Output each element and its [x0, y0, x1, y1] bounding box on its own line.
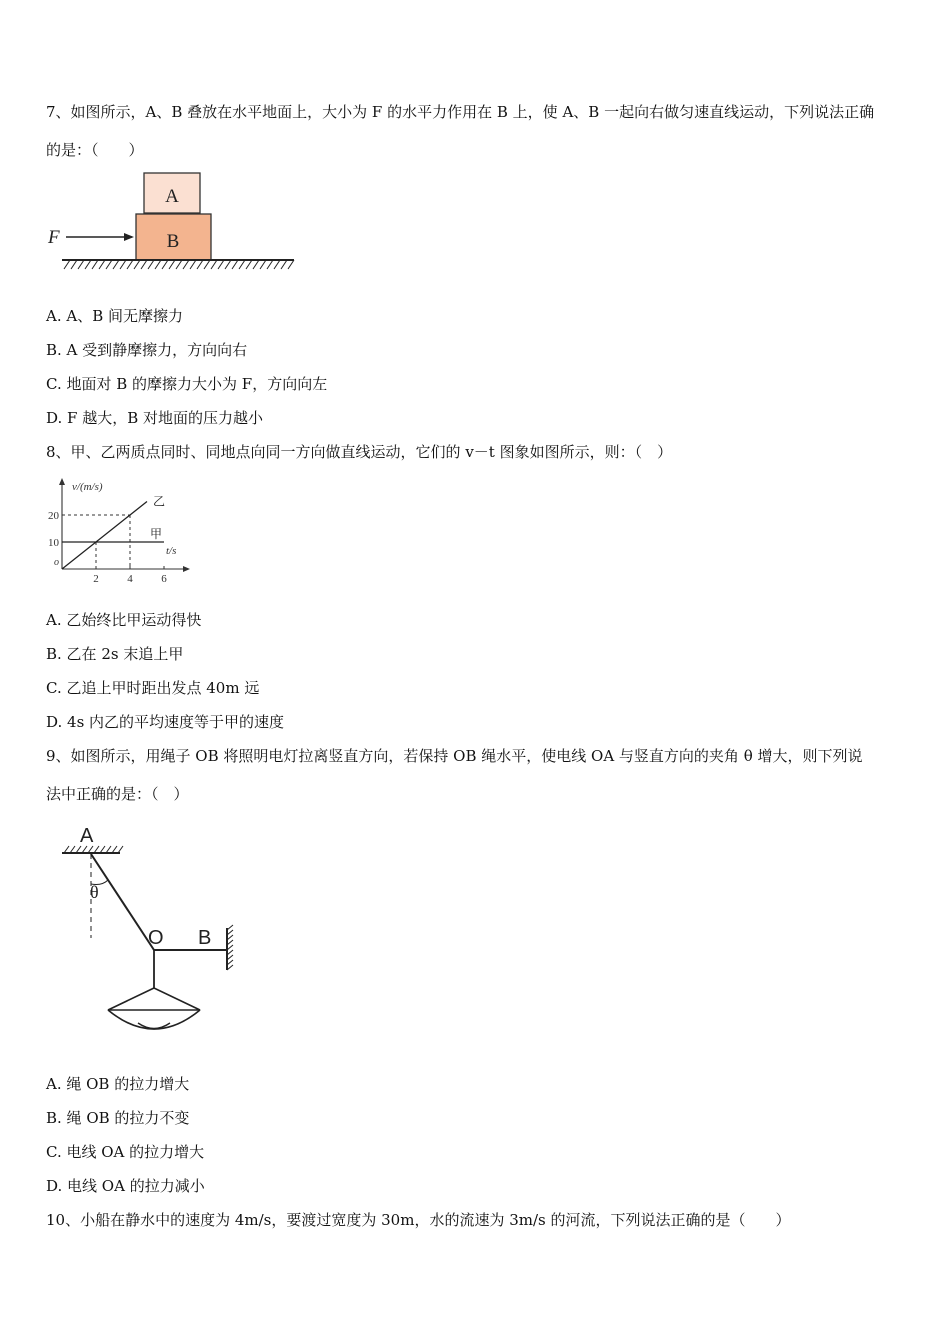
block-b-label: B — [166, 231, 180, 252]
hatch-mark — [112, 846, 117, 853]
hatch-mark — [169, 260, 175, 269]
hatch-mark — [141, 260, 147, 269]
q7-stem-line2: 的是：（ ） — [46, 141, 144, 159]
hatch-mark — [148, 260, 154, 269]
x-tick-label: 4 — [127, 573, 133, 584]
point-o-label: O — [148, 927, 164, 949]
q7-option-d[interactable]: D. F 越大，B 对地面的压力越小 — [46, 409, 263, 427]
q7-stem-line1: 7、如图所示，A、B 叠放在水平地面上，大小为 F 的水平力作用在 B 上，使 A、B 一起向右做匀速直线运动，下列说法正确 — [46, 103, 875, 121]
y-axis-arrow — [59, 478, 65, 485]
hatch-mark — [274, 260, 280, 269]
q9-stem-line2: 法中正确的是：（ ） — [46, 785, 189, 803]
series-lines — [62, 495, 165, 570]
block-a-label: A — [165, 186, 179, 207]
hatch-mark — [288, 260, 294, 269]
q9-option-b[interactable]: B. 绳 OB 的拉力不变 — [46, 1109, 190, 1127]
hatch-mark — [88, 846, 93, 853]
hatch-mark — [227, 925, 233, 930]
q9-option-a[interactable]: A. 绳 OB 的拉力增大 — [46, 1075, 190, 1093]
hatch-mark — [106, 846, 111, 853]
x-axis-label: t/s — [166, 545, 177, 557]
y-tick-label: 20 — [48, 510, 59, 522]
series-line-yi — [62, 502, 147, 570]
hatch-mark — [281, 260, 287, 269]
force-label: F — [48, 227, 60, 248]
hatch-mark — [113, 260, 119, 269]
hatch-mark — [190, 260, 196, 269]
hatch-mark — [70, 846, 75, 853]
hatch-mark — [92, 260, 98, 269]
hatch-mark — [176, 260, 182, 269]
point-b-label: B — [198, 927, 212, 949]
hatch-mark — [78, 260, 84, 269]
hatch-mark — [106, 260, 112, 269]
q7-block-figure — [44, 170, 299, 270]
q9-stem-line1: 9、如图所示，用绳子 OB 将照明电灯拉离竖直方向，若保持 OB 绳水平，使电线 OA 与竖直方向的夹角 θ 增大，则下列说 — [46, 747, 863, 765]
origin-label: o — [54, 557, 59, 568]
hatch-mark — [134, 260, 140, 269]
hatch-mark — [204, 260, 210, 269]
hatch-mark — [162, 260, 168, 269]
q10-stem: 10、小船在静水中的速度为 4m/s，要渡过宽度为 30m，水的流速为 3m/s 的河流，下列说法正确的是（ ） — [46, 1211, 791, 1229]
ceiling-hatch — [64, 846, 123, 853]
hatch-mark — [267, 260, 273, 269]
hatch-mark — [99, 260, 105, 269]
x-tick-label: 6 — [161, 573, 167, 584]
y-axis-label: v/(m/s) — [72, 481, 103, 493]
hatch-mark — [118, 846, 123, 853]
hatch-mark — [232, 260, 238, 269]
hatch-mark — [71, 260, 77, 269]
hatch-mark — [100, 846, 105, 853]
lamp-shade — [108, 988, 200, 1010]
hatch-mark — [94, 846, 99, 853]
hatch-mark — [127, 260, 133, 269]
hatch-mark — [218, 260, 224, 269]
hatch-mark — [246, 260, 252, 269]
hatch-mark — [197, 260, 203, 269]
series-label: 甲 — [150, 527, 163, 541]
y-tick-label: 10 — [48, 537, 59, 549]
hatch-mark — [64, 260, 70, 269]
q7-option-a[interactable]: A. A、B 间无摩擦力 — [46, 307, 183, 325]
hatch-mark — [120, 260, 126, 269]
hatch-mark — [76, 846, 81, 853]
hatch-mark — [260, 260, 266, 269]
q8-vt-chart — [48, 474, 198, 584]
lamp-bulb — [108, 1010, 200, 1029]
q9-lamp-figure — [56, 820, 246, 1040]
hatch-mark — [183, 260, 189, 269]
wire-oa — [91, 854, 154, 950]
hatch-mark — [211, 260, 217, 269]
hatch-mark — [82, 846, 87, 853]
q9-option-c[interactable]: C. 电线 OA 的拉力增大 — [46, 1143, 205, 1161]
theta-label: θ — [90, 882, 99, 902]
x-axis-arrow — [183, 566, 190, 572]
q7-option-b[interactable]: B. A 受到静摩擦力，方向向右 — [46, 341, 248, 359]
q8-stem: 8、甲、乙两质点同时、同地点向同一方向做直线运动，它们的 v－t 图象如图所示，则：（ ） — [46, 443, 673, 461]
x-tick-label: 2 — [93, 573, 99, 584]
point-a-label: A — [80, 825, 94, 847]
q8-option-b[interactable]: B. 乙在 2s 末追上甲 — [46, 645, 184, 663]
force-arrowhead — [124, 233, 134, 241]
q8-option-d[interactable]: D. 4s 内乙的平均速度等于甲的速度 — [46, 713, 285, 731]
hatch-mark — [225, 260, 231, 269]
series-label: 乙 — [153, 494, 166, 509]
q9-option-d[interactable]: D. 电线 OA 的拉力减小 — [46, 1177, 205, 1195]
q7-option-c[interactable]: C. 地面对 B 的摩擦力大小为 F，方向向左 — [46, 375, 328, 393]
q8-option-c[interactable]: C. 乙追上甲时距出发点 40m 远 — [46, 679, 260, 697]
hatch-mark — [239, 260, 245, 269]
hatch-mark — [64, 846, 69, 853]
tick-labels — [48, 510, 167, 584]
ground-hatch — [64, 260, 294, 269]
hatch-mark — [155, 260, 161, 269]
q8-option-a[interactable]: A. 乙始终比甲运动得快 — [46, 611, 202, 629]
hatch-mark — [253, 260, 259, 269]
hatch-mark — [85, 260, 91, 269]
